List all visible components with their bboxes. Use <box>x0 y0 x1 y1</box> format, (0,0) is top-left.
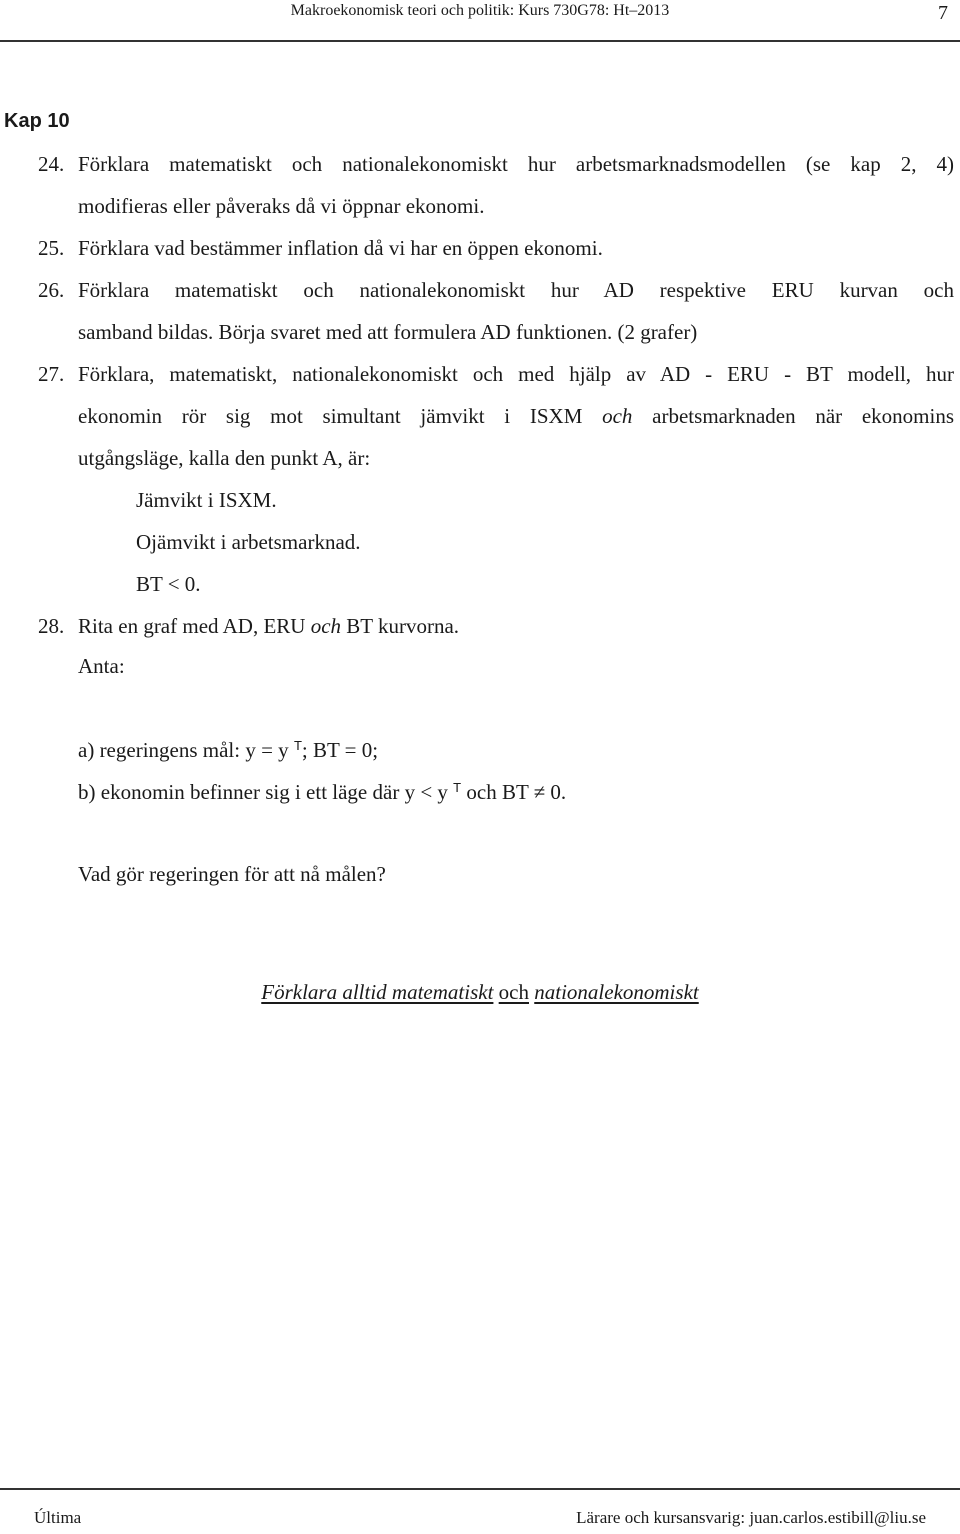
emphasis-note-part-3: nationalekonomiskt <box>534 980 699 1004</box>
question-number-28: 28. <box>38 614 65 638</box>
question-27-subitem-1: Jämvikt i ISXM. <box>136 488 277 512</box>
question-26-line-1: Förklara matematiskt och nationalekonomiskt hur AD respektive ERU kurvan och <box>78 278 954 302</box>
question-28-text-b: BT kurvorna. <box>346 614 460 638</box>
question-number-25: 25. <box>38 236 65 260</box>
assumption-b-text-end: och BT ≠ 0. <box>466 780 567 805</box>
footer-divider <box>0 1488 960 1490</box>
footer-contact: Lärare och kursansvarig: juan.carlos.estibill@liu.se <box>576 1508 926 1527</box>
emphasis-och: och <box>602 404 633 428</box>
page-number: 7 <box>938 2 948 24</box>
question-27-line-2-text-b: arbetsmarknaden när ekonomins <box>652 404 955 428</box>
chapter-heading: Kap 10 <box>4 110 70 132</box>
question-27-line-3: utgångsläge, kalla den punkt A, är: <box>78 446 371 470</box>
header-divider <box>0 40 960 42</box>
assumption-a <box>78 738 378 763</box>
assumption-a-text: a) regeringens mål: y = y <box>78 738 289 763</box>
question-number-24: 24. <box>38 152 65 176</box>
question-28-line-1 <box>78 614 459 639</box>
question-27-line-1: Förklara, matematiskt, nationalekonomiskt och med hjälp av AD - ERU - BT modell, hur <box>78 362 954 386</box>
page-header <box>0 0 960 42</box>
question-24-line-1: Förklara matematiskt och nationalekonomiskt hur arbetsmarknadsmodellen (se kap 2, 4) <box>78 152 954 176</box>
anta-label: Anta: <box>78 654 125 678</box>
question-25-line-1: Förklara vad bestämmer inflation då vi har en öppen ekonomi. <box>78 236 603 260</box>
question-number-26: 26. <box>38 278 65 302</box>
emphasis-note <box>0 980 960 1005</box>
header-title: Makroekonomisk teori och politik: Kurs 730G78: Ht–2013 <box>290 2 670 19</box>
footer-left-text: Última <box>34 1508 82 1527</box>
page-footer <box>0 1488 960 1534</box>
superscript-t: T <box>293 738 302 753</box>
question-27-line-2 <box>78 404 954 429</box>
question-28-text-a: Rita en graf med AD, ERU <box>78 614 306 638</box>
assumption-a-text-end: ; BT = 0; <box>301 738 379 763</box>
emphasis-note-part-2: och <box>498 980 529 1004</box>
final-question: Vad gör regeringen för att nå målen? <box>78 862 386 886</box>
question-27-subitem-3: BT < 0. <box>136 572 201 596</box>
assumption-b-text: b) ekonomin befinner sig i ett läge där y < y <box>78 780 448 805</box>
assumption-b <box>78 780 566 805</box>
emphasis-och: och <box>310 614 342 638</box>
question-26-line-2: samband bildas. Börja svaret med att formulera AD funktionen. (2 grafer) <box>78 320 698 344</box>
superscript-t: T <box>453 780 462 795</box>
question-number-27: 27. <box>38 362 65 386</box>
question-24-line-2: modifieras eller påveraks då vi öppnar ekonomi. <box>78 194 485 218</box>
question-27-subitem-2: Ojämvikt i arbetsmarknad. <box>136 530 361 554</box>
question-27-line-2-text-a: ekonomin rör sig mot simultant jämvikt i ISXM <box>78 404 583 428</box>
emphasis-note-part-1: Förklara alltid matematiskt <box>261 980 494 1004</box>
